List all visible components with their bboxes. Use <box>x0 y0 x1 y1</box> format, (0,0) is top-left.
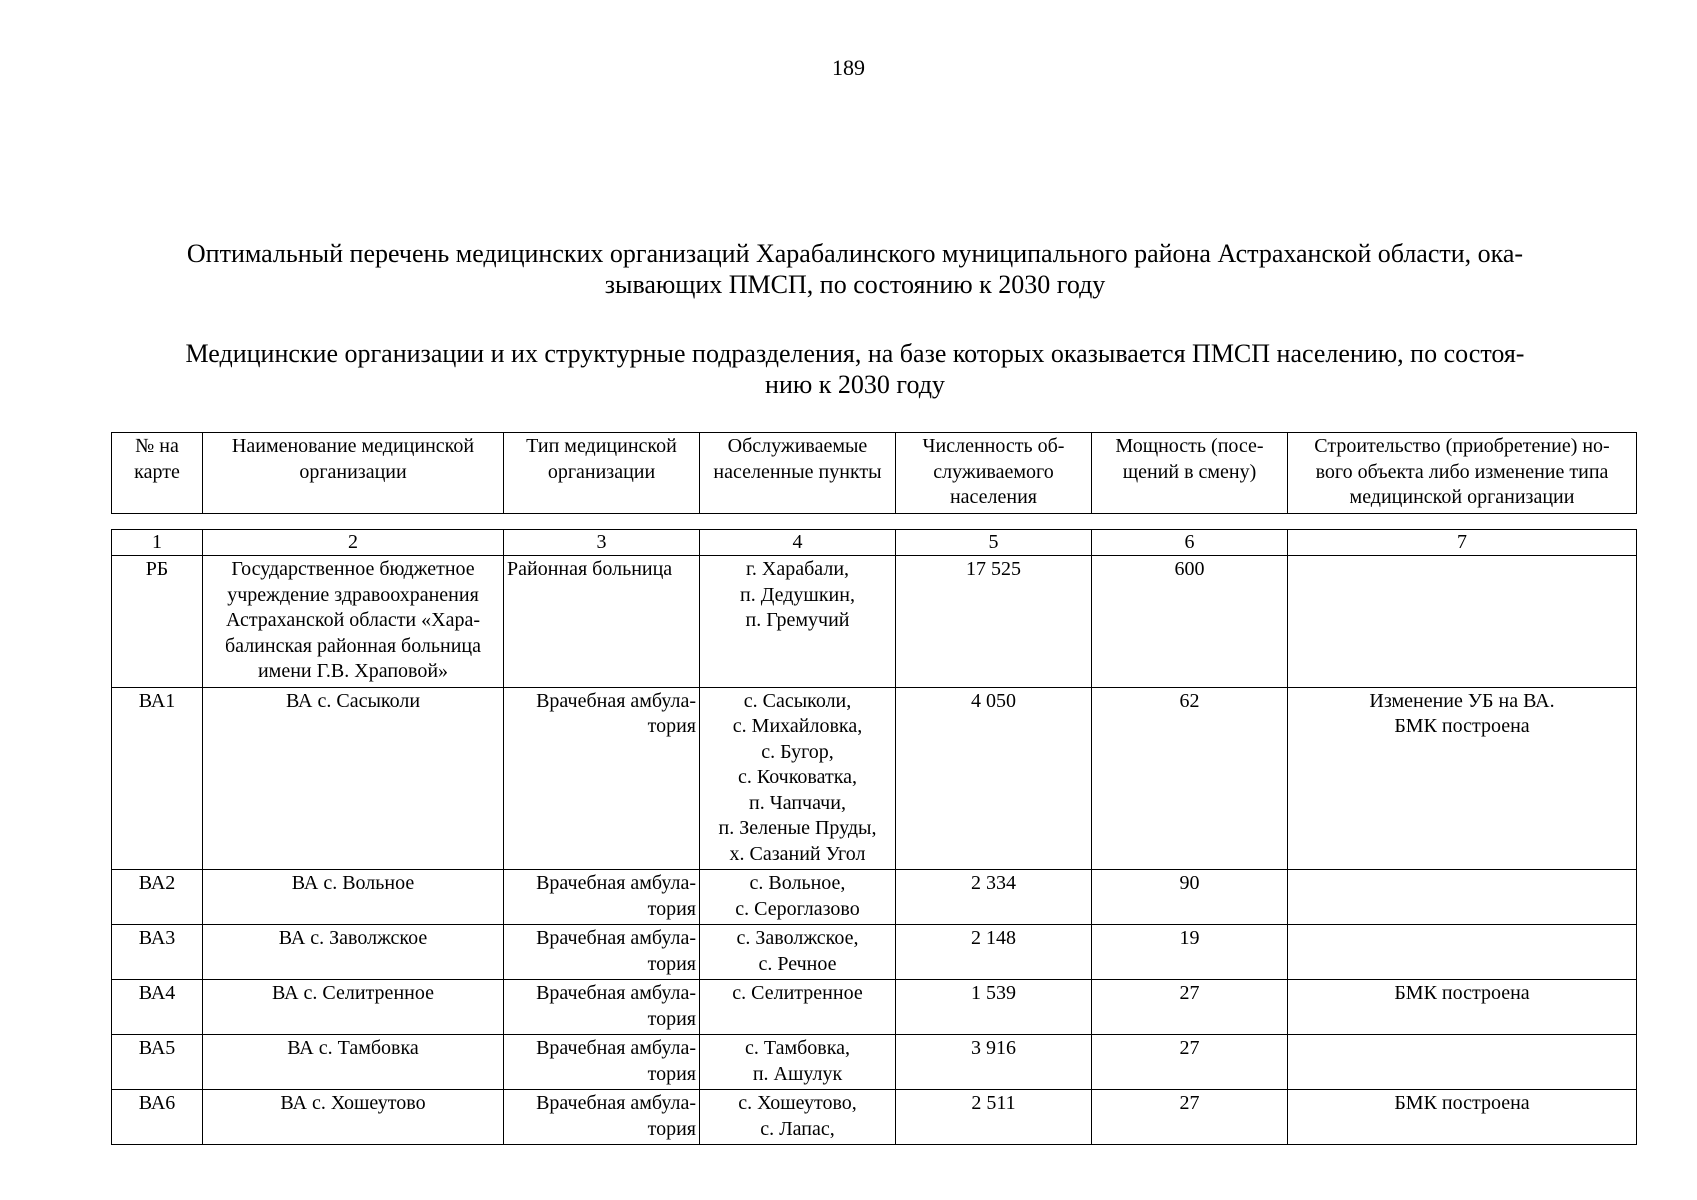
cell-organization-type: Районная больница <box>504 556 700 688</box>
cell-settlements: с. Вольное, с. Сероглазово <box>700 870 896 925</box>
cell-map-number: ВА3 <box>112 925 203 980</box>
cell-organization-name: ВА с. Тамбовка <box>203 1035 504 1090</box>
cell-map-number: ВА1 <box>112 687 203 870</box>
table-row <box>112 870 1637 925</box>
cell-population: 17 525 <box>896 556 1092 688</box>
cell-construction <box>1288 1035 1637 1090</box>
header-cell-organization-name: Наименование медицинской организации <box>203 433 504 514</box>
cell-map-number: РБ <box>112 556 203 688</box>
cell-capacity: 27 <box>1092 980 1288 1035</box>
column-number: 2 <box>203 530 504 556</box>
cell-population: 2 148 <box>896 925 1092 980</box>
header-cell-population: Численность об- служиваемого населения <box>896 433 1092 514</box>
cell-capacity: 90 <box>1092 870 1288 925</box>
cell-settlements: с. Хошеутово, с. Лапас, <box>700 1090 896 1145</box>
cell-organization-name: ВА с. Сасыколи <box>203 687 504 870</box>
cell-capacity: 600 <box>1092 556 1288 688</box>
cell-construction: Изменение УБ на ВА. БМК построена <box>1288 687 1637 870</box>
table-row <box>112 687 1637 870</box>
header-cell-construction: Строительство (приобретение) но- вого объекта либо изменение типа медицинской организации <box>1288 433 1637 514</box>
document-subtitle <box>120 338 1590 400</box>
cell-construction: БМК построена <box>1288 980 1637 1035</box>
data-table <box>111 529 1637 1145</box>
column-number: 6 <box>1092 530 1288 556</box>
document-title-text: Оптимальный перечень медицинских организаций Харабалинского муниципального района Астраханской области, ока- зывающих ПМСП, по состоянию к 2030 году <box>186 239 1524 299</box>
cell-population: 2 334 <box>896 870 1092 925</box>
cell-organization-name: ВА с. Заволжское <box>203 925 504 980</box>
column-number-row <box>112 530 1637 556</box>
cell-map-number: ВА4 <box>112 980 203 1035</box>
cell-organization-name: Государственное бюджетное учреждение здравоохранения Астраханской области «Хара- балинская районная больница имени Г.В. Храповой» <box>203 556 504 688</box>
cell-settlements: с. Селитренное <box>700 980 896 1035</box>
cell-construction <box>1288 925 1637 980</box>
cell-organization-type: Врачебная амбула- тория <box>504 687 700 870</box>
cell-map-number: ВА5 <box>112 1035 203 1090</box>
table-row <box>112 980 1637 1035</box>
cell-organization-type: Врачебная амбула- тория <box>504 980 700 1035</box>
column-number: 5 <box>896 530 1092 556</box>
cell-capacity: 62 <box>1092 687 1288 870</box>
column-number: 3 <box>504 530 700 556</box>
table-row <box>112 925 1637 980</box>
table-row <box>112 1035 1637 1090</box>
cell-construction: БМК построена <box>1288 1090 1637 1145</box>
cell-population: 4 050 <box>896 687 1092 870</box>
cell-population: 3 916 <box>896 1035 1092 1090</box>
table-row <box>112 556 1637 688</box>
cell-organization-name: ВА с. Селитренное <box>203 980 504 1035</box>
cell-settlements: с. Заволжское, с. Речное <box>700 925 896 980</box>
cell-settlements: с. Сасыколи, с. Михайловка, с. Бугор, с. Кочковатка, п. Чапчачи, п. Зеленые Пруды, х. Сазаний Угол <box>700 687 896 870</box>
cell-capacity: 27 <box>1092 1035 1288 1090</box>
cell-capacity: 27 <box>1092 1090 1288 1145</box>
cell-construction <box>1288 556 1637 688</box>
cell-settlements: г. Харабали, п. Дедушкин, п. Гремучий <box>700 556 896 688</box>
cell-construction <box>1288 870 1637 925</box>
cell-population: 2 511 <box>896 1090 1092 1145</box>
header-cell-map-number: № на карте <box>112 433 203 514</box>
cell-organization-type: Врачебная амбула- тория <box>504 870 700 925</box>
header-cell-settlements: Обслуживаемые населенные пункты <box>700 433 896 514</box>
cell-organization-name: ВА с. Вольное <box>203 870 504 925</box>
cell-map-number: ВА6 <box>112 1090 203 1145</box>
table-header <box>111 432 1637 514</box>
cell-map-number: ВА2 <box>112 870 203 925</box>
page-number: 189 <box>832 55 865 80</box>
column-number: 7 <box>1288 530 1637 556</box>
document-subtitle-text: Медицинские организации и их структурные подразделения, на базе которых оказывается ПМСП населению, по состоя- нию к 2030 году <box>185 339 1525 399</box>
cell-organization-type: Врачебная амбула- тория <box>504 925 700 980</box>
cell-settlements: с. Тамбовка, п. Ашулук <box>700 1035 896 1090</box>
cell-capacity: 19 <box>1092 925 1288 980</box>
cell-organization-name: ВА с. Хошеутово <box>203 1090 504 1145</box>
header-cell-organization-type: Тип медицинской организации <box>504 433 700 514</box>
cell-organization-type: Врачебная амбула- тория <box>504 1035 700 1090</box>
column-number: 1 <box>112 530 203 556</box>
table-header-row <box>112 433 1637 514</box>
cell-population: 1 539 <box>896 980 1092 1035</box>
table-row <box>112 1090 1637 1145</box>
header-cell-capacity: Мощность (посе- щений в смену) <box>1092 433 1288 514</box>
cell-organization-type: Врачебная амбула- тория <box>504 1090 700 1145</box>
column-number: 4 <box>700 530 896 556</box>
document-title <box>120 238 1590 300</box>
